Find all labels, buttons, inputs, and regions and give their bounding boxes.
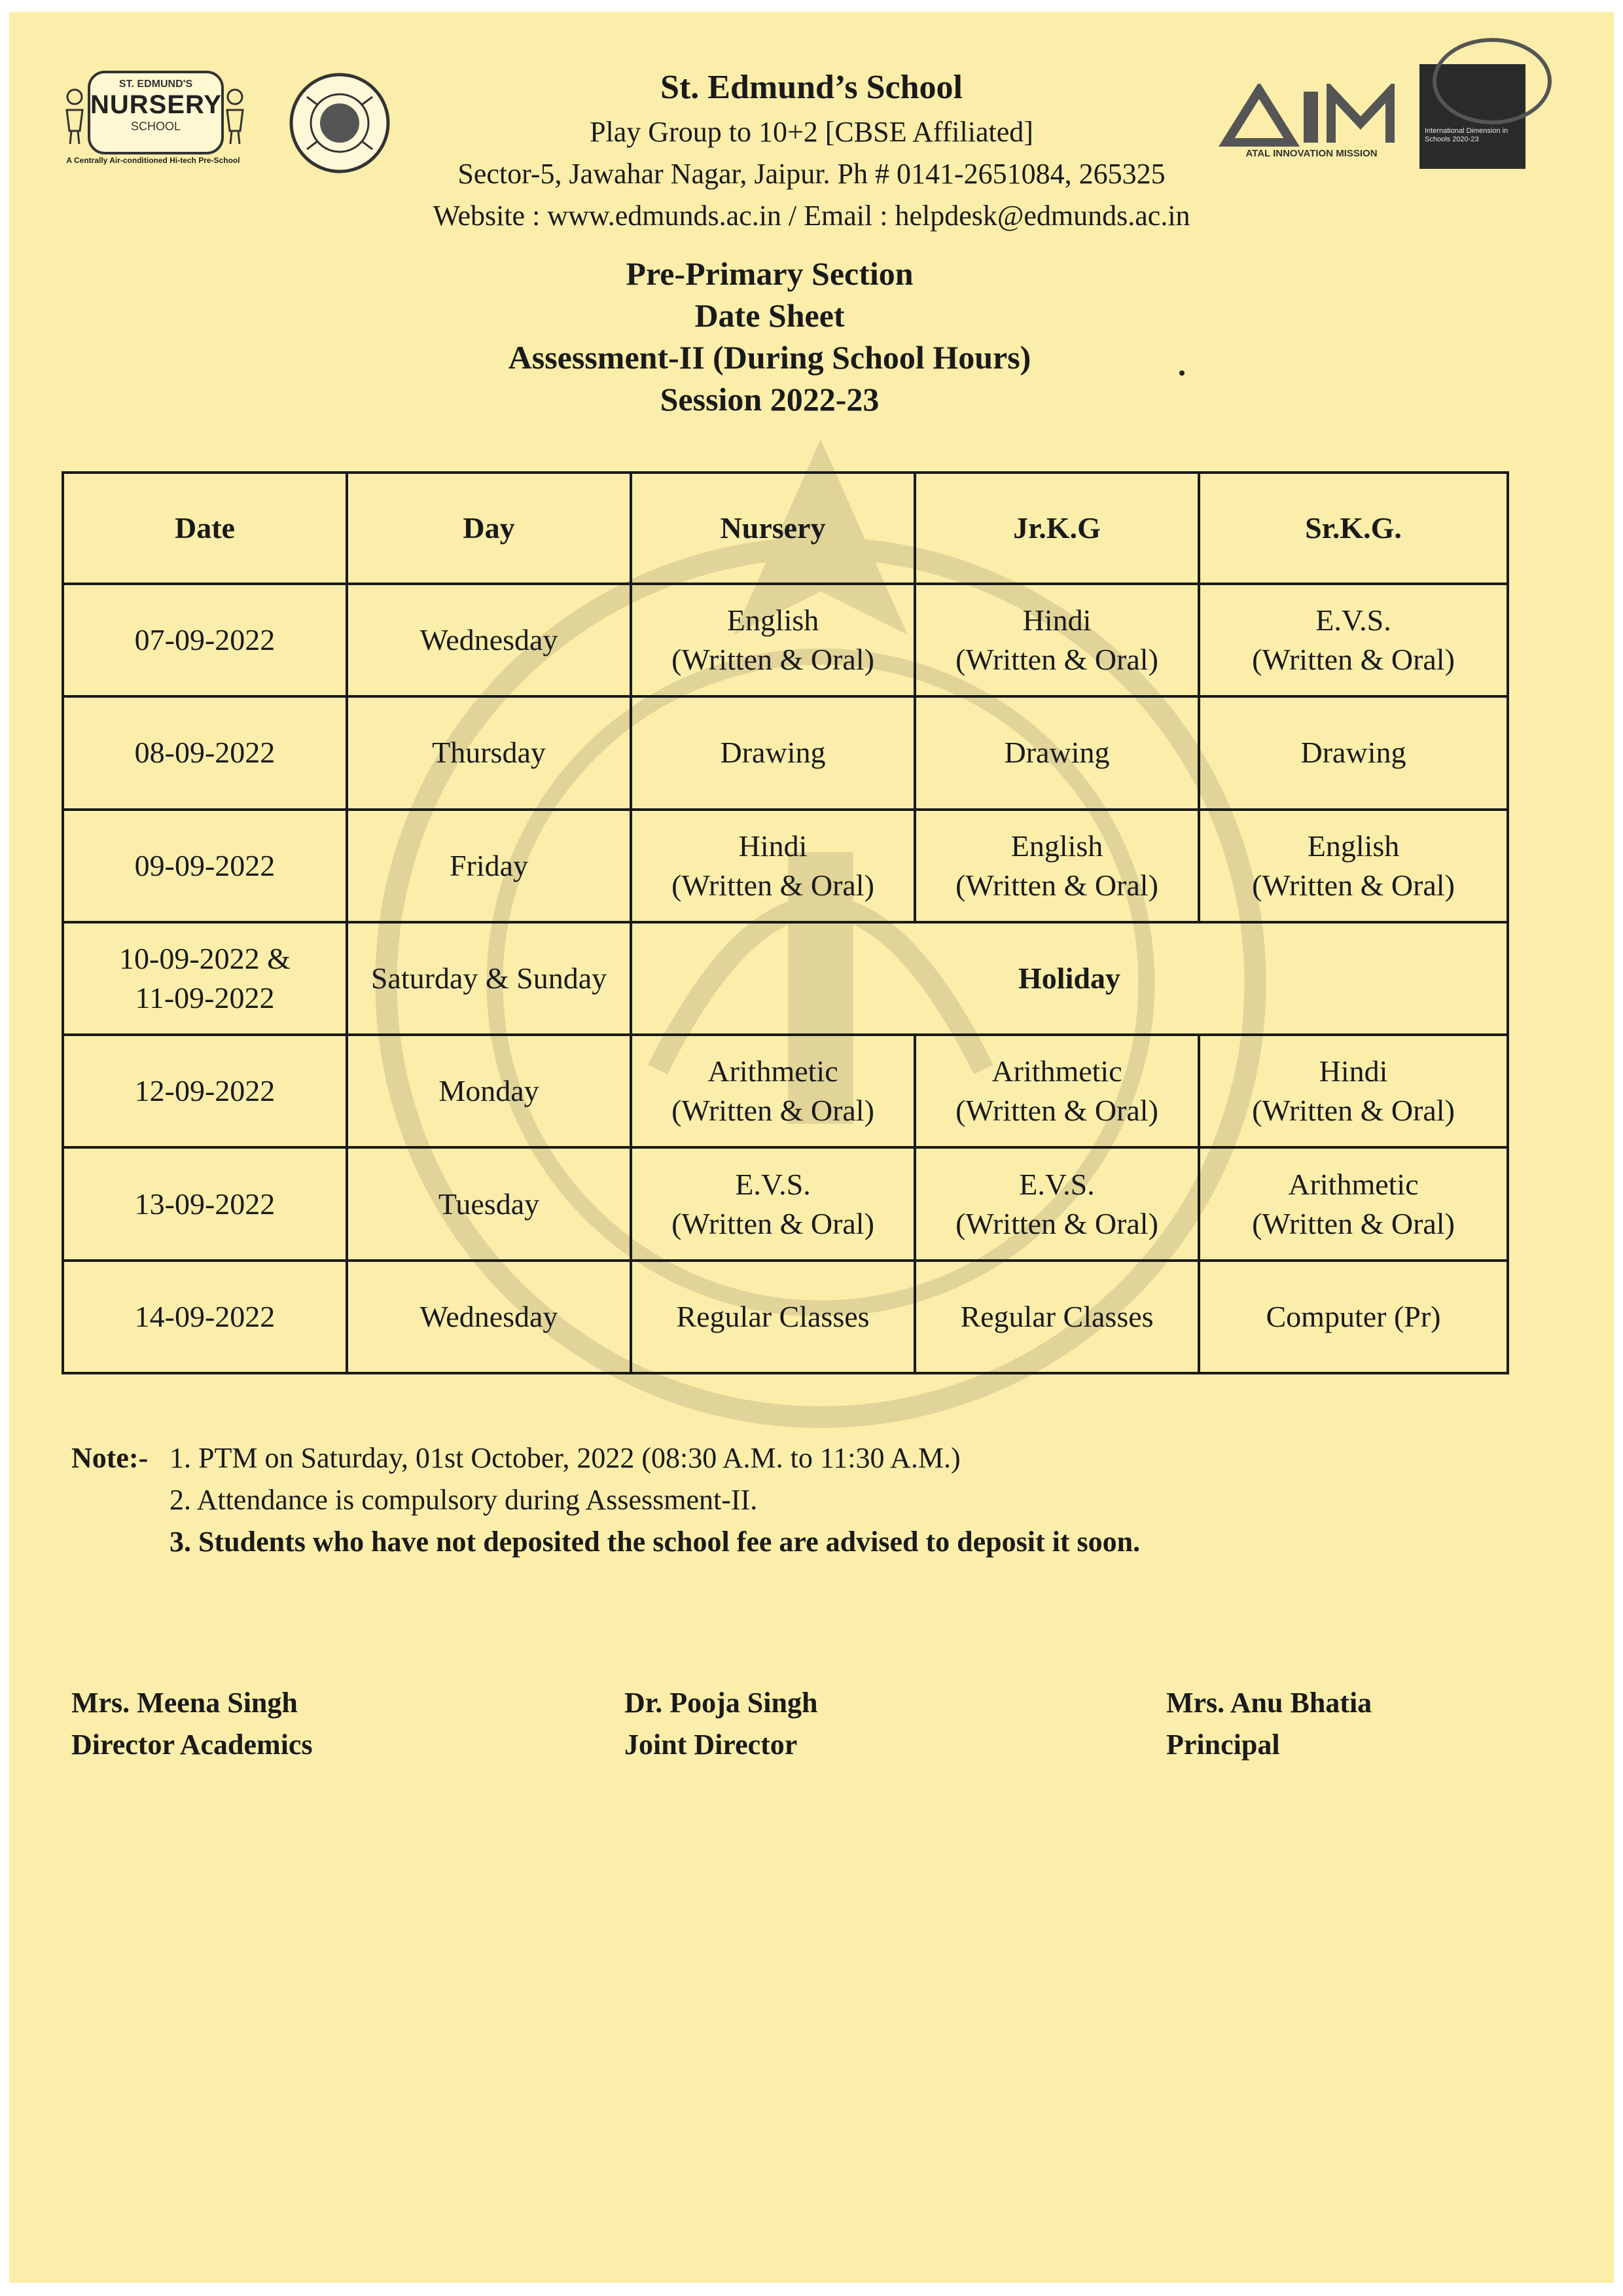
holiday-date-1: 10-09-2022 & — [119, 941, 291, 975]
sr-kg-cell — [1199, 1147, 1508, 1260]
signatory-name: Dr. Pooja Singh — [624, 1687, 818, 1719]
nursery-logo-top-text: ST. EDMUND'S — [118, 79, 193, 90]
date-cell: 12-09-2022 — [63, 1035, 347, 1147]
holiday-row — [63, 922, 1508, 1035]
subject: Hindi — [738, 829, 808, 863]
header-jr-kg: Jr.K.G — [915, 473, 1199, 584]
subject: E.V.S. — [735, 1167, 811, 1201]
jr-kg-cell: Regular Classes — [915, 1261, 1199, 1373]
jr-kg-cell — [915, 810, 1199, 922]
date-sheet-title: Date Sheet — [694, 297, 845, 334]
subject: E.V.S. — [1019, 1167, 1095, 1201]
subject: Arithmetic — [1288, 1167, 1419, 1201]
signatory-title: Director Academics — [71, 1729, 313, 1761]
aim-logo-caption: ATAL INNOVATION MISSION — [1245, 148, 1378, 159]
day-cell: Wednesday — [347, 1261, 631, 1373]
signatory-director-academics — [71, 1682, 313, 1766]
nursery-cell — [631, 1035, 915, 1147]
date-cell: 13-09-2022 — [63, 1147, 347, 1260]
session-title: Session 2022-23 — [660, 381, 880, 418]
table-row — [63, 1035, 1508, 1147]
notes-block — [71, 1437, 1577, 1563]
international-dimension-text: International Dimension in Schools 2020-23 — [1425, 127, 1508, 143]
stray-dot — [1179, 370, 1185, 376]
jr-kg-cell — [915, 1035, 1199, 1147]
jr-kg-cell: Drawing — [915, 696, 1199, 809]
nursery-cell — [631, 1147, 915, 1260]
date-cell: 14-09-2022 — [63, 1261, 347, 1373]
subject: English — [1010, 829, 1103, 863]
signatory-title: Principal — [1166, 1729, 1280, 1761]
sr-kg-cell — [1199, 584, 1508, 696]
signatory-name: Mrs. Meena Singh — [71, 1687, 298, 1719]
mode: (Written & Oral) — [955, 1206, 1158, 1240]
nursery-cell: Drawing — [631, 696, 915, 809]
day-cell: Saturday & Sunday — [347, 922, 631, 1035]
logo-arc-icon — [1433, 38, 1552, 124]
note-item: 3. Students who have not deposited the school fee are advised to deposit it soon. — [169, 1526, 1141, 1558]
jr-kg-cell — [915, 584, 1199, 696]
day-cell: Friday — [347, 810, 631, 922]
international-dimension-logo — [1419, 64, 1525, 169]
subject: Arithmetic — [707, 1054, 838, 1088]
header-sr-kg: Sr.K.G. — [1199, 473, 1508, 584]
aim-letters-icon — [1213, 84, 1410, 147]
mode: (Written & Oral) — [671, 868, 874, 902]
table-header-row — [63, 473, 1508, 584]
date-cell: 08-09-2022 — [63, 696, 347, 809]
subject: Arithmetic — [991, 1054, 1122, 1088]
mode: (Written & Oral) — [955, 868, 1158, 902]
sr-kg-cell: Computer (Pr) — [1199, 1261, 1508, 1373]
subject: English — [726, 603, 819, 637]
school-address: Sector-5, Jawahar Nagar, Jaipur. Ph # 0141-2651084, 265325 — [457, 158, 1166, 190]
nursery-logo-caption: A Centrally Air-conditioned Hi-tech Pre-School — [66, 156, 240, 165]
sr-kg-cell — [1199, 1035, 1508, 1147]
date-cell: 07-09-2022 — [63, 584, 347, 696]
table-row — [63, 1261, 1508, 1373]
section-title: Pre-Primary Section — [626, 255, 914, 292]
mode: (Written & Oral) — [671, 1206, 874, 1240]
sr-kg-cell — [1199, 810, 1508, 922]
subject: English — [1307, 829, 1400, 863]
subject: Hindi — [1319, 1054, 1388, 1088]
document-titles — [9, 253, 1530, 420]
sr-kg-cell: Drawing — [1199, 696, 1508, 809]
signatory-joint-director — [624, 1682, 817, 1766]
header-nursery: Nursery — [631, 473, 915, 584]
mode: (Written & Oral) — [1252, 1206, 1455, 1240]
subject: E.V.S. — [1315, 603, 1391, 637]
signatory-principal — [1166, 1682, 1372, 1766]
school-contact: Website : www.edmunds.ac.in / Email : helpdesk@edmunds.ac.in — [433, 200, 1190, 232]
note-item: 2. Attendance is compulsory during Assessment-II. — [169, 1484, 758, 1516]
mode: (Written & Oral) — [671, 643, 874, 677]
table-row — [63, 584, 1508, 696]
signatory-title: Joint Director — [624, 1729, 798, 1761]
mode: (Written & Oral) — [1252, 1094, 1455, 1128]
mode: (Written & Oral) — [1252, 868, 1455, 902]
school-name: St. Edmund’s School — [660, 69, 963, 106]
table-row — [63, 1147, 1508, 1260]
nursery-cell — [631, 810, 915, 922]
note-line-1 — [71, 1437, 1577, 1479]
paper-sheet — [9, 12, 1614, 2283]
table-row — [63, 810, 1508, 922]
nursery-logo-main-text: NURSERY — [90, 90, 223, 119]
assessment-title: Assessment-II (During School Hours) — [508, 339, 1031, 376]
date-sheet-table — [62, 471, 1509, 1374]
day-cell: Tuesday — [347, 1147, 631, 1260]
notes-label: Note:- — [71, 1442, 149, 1474]
header-date: Date — [63, 473, 347, 584]
note-item: 1. PTM on Saturday, 01st October, 2022 (08:30 A.M. to 11:30 A.M.) — [169, 1442, 961, 1474]
jr-kg-cell — [915, 1147, 1199, 1260]
day-cell: Wednesday — [347, 584, 631, 696]
subject: Hindi — [1022, 603, 1092, 637]
mode: (Written & Oral) — [955, 1094, 1158, 1128]
atal-innovation-mission-logo — [1213, 84, 1410, 162]
nursery-logo-sub-text: SCHOOL — [130, 120, 181, 133]
signatory-name: Mrs. Anu Bhatia — [1166, 1687, 1372, 1719]
day-cell: Thursday — [347, 696, 631, 809]
date-cell: 09-09-2022 — [63, 810, 347, 922]
mode: (Written & Oral) — [671, 1094, 874, 1128]
mode: (Written & Oral) — [955, 643, 1158, 677]
holiday-date-2: 11-09-2022 — [135, 980, 275, 1014]
table-row — [63, 696, 1508, 809]
nursery-cell: Regular Classes — [631, 1261, 915, 1373]
header-day: Day — [347, 473, 631, 584]
school-affiliation: Play Group to 10+2 [CBSE Affiliated] — [590, 116, 1033, 148]
holiday-cell: Holiday — [631, 922, 1508, 1035]
date-cell — [63, 922, 347, 1035]
mode: (Written & Oral) — [1252, 643, 1455, 677]
day-cell: Monday — [347, 1035, 631, 1147]
nursery-cell — [631, 584, 915, 696]
